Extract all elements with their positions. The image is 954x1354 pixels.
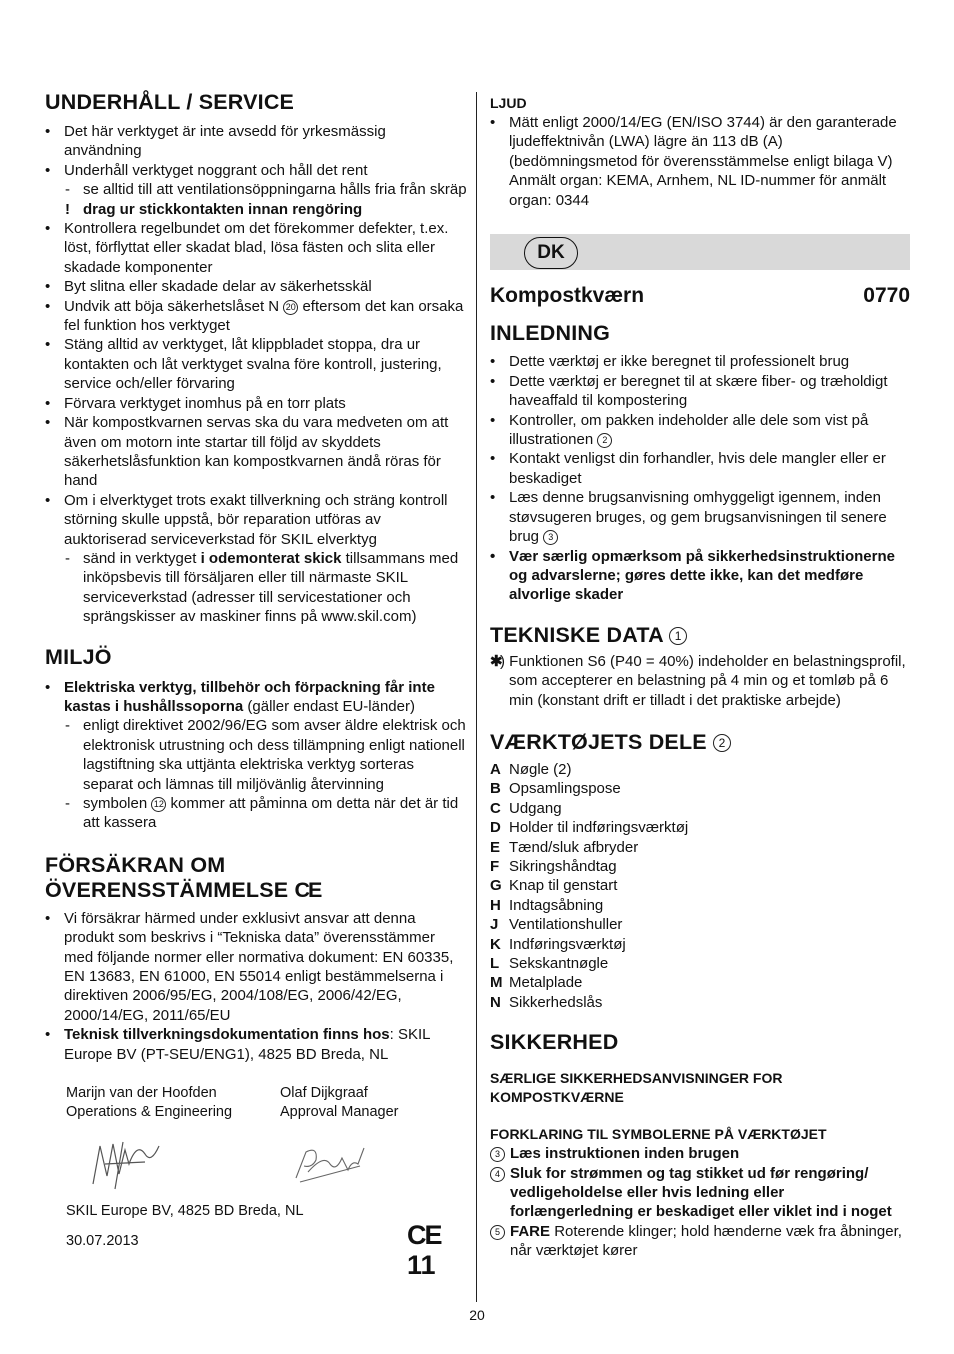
list-item: • Mätt enligt 2000/14/EG (EN/ISO 3744) är den garanterade ljudeffektnivån (LWA) lägre än 113 dB (A) (bedömningsmetod för överensstämmelse enligt bilaga V) Anmält organ: KEMA, Arnhem, NL ID-nummer för anmält organ: 0344 — [490, 113, 910, 210]
part-label: Opsamlingspose — [509, 780, 621, 798]
part-label: Indføringsværktøj — [509, 935, 626, 953]
parts-heading: VÆRKTØJETS DELE 2 — [490, 730, 910, 755]
signature-block — [45, 1084, 467, 1281]
conformity-heading: FÖRSÄKRAN OM ÖVERENSSTÄMMELSE CE — [45, 852, 321, 902]
ref-number: 3 — [490, 1147, 505, 1162]
list-item: • Det här verktyget är inte avsedd för yrkesmässig användning — [45, 122, 467, 161]
sound-list — [490, 113, 910, 210]
part-key: B — [490, 780, 501, 798]
parts-list-item — [490, 915, 910, 934]
maintenance-list — [45, 122, 467, 627]
ref-number: 4 — [490, 1167, 505, 1182]
page-number: 20 — [469, 1307, 485, 1323]
signatory-2: Olaf Dijkgraaf Approval Manager — [280, 1085, 399, 1121]
parts-list-item — [490, 896, 910, 915]
part-label: Metalplade — [509, 974, 583, 992]
part-key: M — [490, 974, 503, 992]
list-subitem: - se alltid till att ventilationsöppningarna hålls fria från skräp — [45, 180, 467, 199]
list-item: • Kontroller, om pakken indeholder alle dele som vist på illustrationen 2 — [490, 411, 910, 450]
list-item: • Byt slitna eller skadade delar av säkerhetsskäl — [45, 277, 467, 296]
list-item: • Dette værktøj er ikke beregnet til professionelt brug — [490, 352, 910, 371]
list-item: • När kompostkvarnen servas ska du vara medveten om att även om motorn inte startar till följd av skyddets säkerhetslåsfunktion kan kompostkvarnen ändå röras för hand — [45, 413, 467, 491]
left-column — [45, 90, 467, 1281]
ce-mark-icon: CE — [407, 1220, 441, 1251]
conformity-list — [45, 909, 467, 1064]
product-model: 0770 — [863, 284, 910, 308]
safety-subheading: SÆRLIGE SIKKERHEDSANVISNINGER FOR KOMPOSTKVÆRNE — [490, 1070, 783, 1106]
signature-2-icon — [290, 1142, 370, 1187]
list-subitem: - sänd in verktyget i odemonterat skick tillsammans med inköpsbevis till försäljaren eller till närmaste SKIL serviceverkstad (adresser till servicestationer och sprängskisser av maskiner finns på www.skil.com) — [45, 549, 467, 627]
list-item: • Læs denne brugsanvisning omhyggeligt igennem, inden støvsugeren bruges, og gem brugsanvisningen til senere brug 3 — [490, 488, 910, 546]
symbols-subheading: FORKLARING TIL SYMBOLERNE PÅ VÆRKTØJET — [490, 1126, 827, 1143]
signature-1-icon — [85, 1134, 165, 1194]
ce-mark-icon: CE — [294, 877, 321, 902]
list-item: 4 Sluk for strømmen og tag stikket ud før rengøring/ vedligeholdelse eller hvis ledning eller forlængerledning er beskadiget eller viklet ind i noget — [490, 1164, 910, 1222]
environment-list — [45, 678, 467, 833]
parts-list-item — [490, 876, 910, 895]
warning-subitem: ! drag ur stickkontakten innan rengöring — [45, 200, 467, 219]
part-label: Ventilationshuller — [509, 916, 623, 934]
right-column — [490, 94, 910, 1261]
part-label: Udgang — [509, 799, 562, 817]
part-label: Indtagsåbning — [509, 896, 604, 914]
list-subitem: - symbolen 12 kommer att påminna om detta när det är tid att kassera — [45, 794, 467, 833]
parts-list-item — [490, 993, 910, 1012]
list-item: • Underhåll verktyget noggrant och håll det rent — [45, 161, 467, 180]
part-label: Knap til genstart — [509, 877, 618, 895]
product-line — [490, 284, 910, 308]
sound-heading: LJUD — [490, 95, 527, 111]
ref-number: 3 — [543, 530, 558, 545]
list-item: • Elektriska verktyg, tillbehör och förpackning får inte kastas i hushållssoporna (gäller endast EU-länder) — [45, 678, 467, 717]
ref-number: 1 — [669, 627, 687, 645]
list-item: • Om i elverktyget trots exakt tillverkning och sträng kontroll störning skulle uppstå, bör reparation utföras av auktoriserad serviceverkstad för SKIL elverktyg — [45, 491, 467, 549]
symbols-list — [490, 1144, 910, 1260]
signatory-1: Marijn van der Hoofden Operations & Engineering — [66, 1085, 233, 1121]
intro-list — [490, 352, 910, 604]
parts-list-item — [490, 954, 910, 973]
tech-data-note — [490, 652, 910, 710]
parts-list-item — [490, 973, 910, 992]
list-item: • Teknisk tillverkningsdokumentation finns hos: SKIL Europe BV (PT-SEU/ENG1), 4825 BD Breda, NL — [45, 1025, 467, 1064]
ref-number: 12 — [151, 797, 166, 812]
list-item: • Stäng alltid av verktyget, låt klippbladet stoppa, dra ur kontakten och låt verktyget svalna före kontroll, justering, service och/eller förvaring — [45, 335, 467, 393]
part-key: E — [490, 838, 501, 856]
part-label: Sikkerhedslås — [509, 993, 603, 1011]
parts-list-item — [490, 857, 910, 876]
part-label: Sikringshåndtag — [509, 857, 617, 875]
safety-heading: SIKKERHED — [490, 1030, 619, 1055]
parts-list-item — [490, 799, 910, 818]
parts-list-item — [490, 838, 910, 857]
tech-data-heading: TEKNISKE DATA 1 — [490, 623, 910, 648]
list-item: • Vær særlig opmærksom på sikkerhedsinstruktionerne og advarslerne; gøres dette ikke, kan det medføre alvorlige skader — [490, 547, 910, 605]
parts-list-item — [490, 779, 910, 798]
language-bar — [490, 234, 910, 270]
part-label: Holder til indføringsværktøj — [509, 819, 689, 837]
maintenance-heading: UNDERHÅLL / SERVICE — [45, 90, 295, 114]
part-key: C — [490, 799, 501, 817]
list-subitem: - enligt direktivet 2002/96/EG som avser äldre elektrisk och elektronisk utrustning och dess tillämpning enligt nationell lagstiftning ska uttjänta elektriska verktyg sorteras separat och lämnas till miljövänlig återvinning — [45, 716, 467, 794]
list-item: • Vi försäkrar härmed under exklusivt ansvar att denna produkt som beskrivs i “Tekniska data” överensstämmer med följande normer eller normativa dokument: EN 60335, EN 13683, EN 61000, EN 55014 enligt bestämmelserna i direktiven 2006/95/EG, 2004/108/EG, 2006/42/EG, 2000/14/EG, 2011/65/EU — [45, 909, 467, 1025]
ref-number: 2 — [597, 433, 612, 448]
declaration-date: 30.07.2013 — [66, 1233, 139, 1250]
parts-list — [490, 760, 910, 1012]
part-key: J — [490, 916, 499, 934]
environment-heading: MILJÖ — [45, 644, 112, 669]
ref-number: 2 — [713, 734, 731, 752]
list-item: ✱ ) Funktionen S6 (P40 = 40%) indeholder en belastningsprofil, som accepterer en belastning på 4 min og et tomløb på 6 min (konstant drift er tilladt i det praktiske arbejde) — [490, 652, 906, 709]
list-item: • Dette værktøj er beregnet til at skære fiber- og træholdigt haveaffald til kompostering — [490, 372, 910, 411]
parts-list-item — [490, 935, 910, 954]
language-badge: DK — [524, 237, 578, 269]
ref-number: 20 — [283, 300, 298, 315]
part-key: G — [490, 877, 502, 895]
intro-heading: INLEDNING — [490, 321, 611, 346]
part-key: F — [490, 857, 500, 875]
part-key: H — [490, 896, 501, 914]
list-item: • Kontrollera regelbundet om det förekommer defekter, t.ex. löst, förflyttat eller skadat blad, lösa fästen och slita eller skadade komponenter — [45, 219, 467, 277]
list-item: 3 Læs instruktionen inden brugen — [490, 1144, 910, 1163]
parts-list-item — [490, 760, 910, 779]
part-label: Tænd/sluk afbryder — [509, 838, 639, 856]
part-key: D — [490, 819, 501, 837]
company-address: SKIL Europe BV, 4825 BD Breda, NL — [66, 1203, 304, 1220]
part-key: N — [490, 993, 501, 1011]
list-item: 5 FARE Roterende klinger; hold hænderne væk fra åbninger, når værktøjet kører — [490, 1222, 910, 1261]
ce-year-mark: CE11 — [407, 1220, 441, 1281]
list-item: • Undvik att böja säkerhetslåset N 20 eftersom det kan orsaka fel funktion hos verktyget — [45, 297, 467, 336]
parts-list-item — [490, 818, 910, 837]
part-key: K — [490, 935, 501, 953]
part-key: A — [490, 760, 501, 778]
list-item: • Kontakt venligst din forhandler, hvis dele mangler eller er beskadiget — [490, 449, 910, 488]
part-key: L — [490, 955, 500, 972]
asterisk-icon: ✱ — [490, 652, 503, 670]
part-label: Nøgle (2) — [509, 760, 572, 778]
ref-number: 5 — [490, 1225, 505, 1240]
part-label: Sekskantnøgle — [509, 955, 609, 972]
column-divider — [476, 92, 477, 1302]
list-item: • Förvara verktyget inomhus på en torr plats — [45, 394, 467, 413]
product-name: Kompostkværn — [490, 284, 645, 308]
